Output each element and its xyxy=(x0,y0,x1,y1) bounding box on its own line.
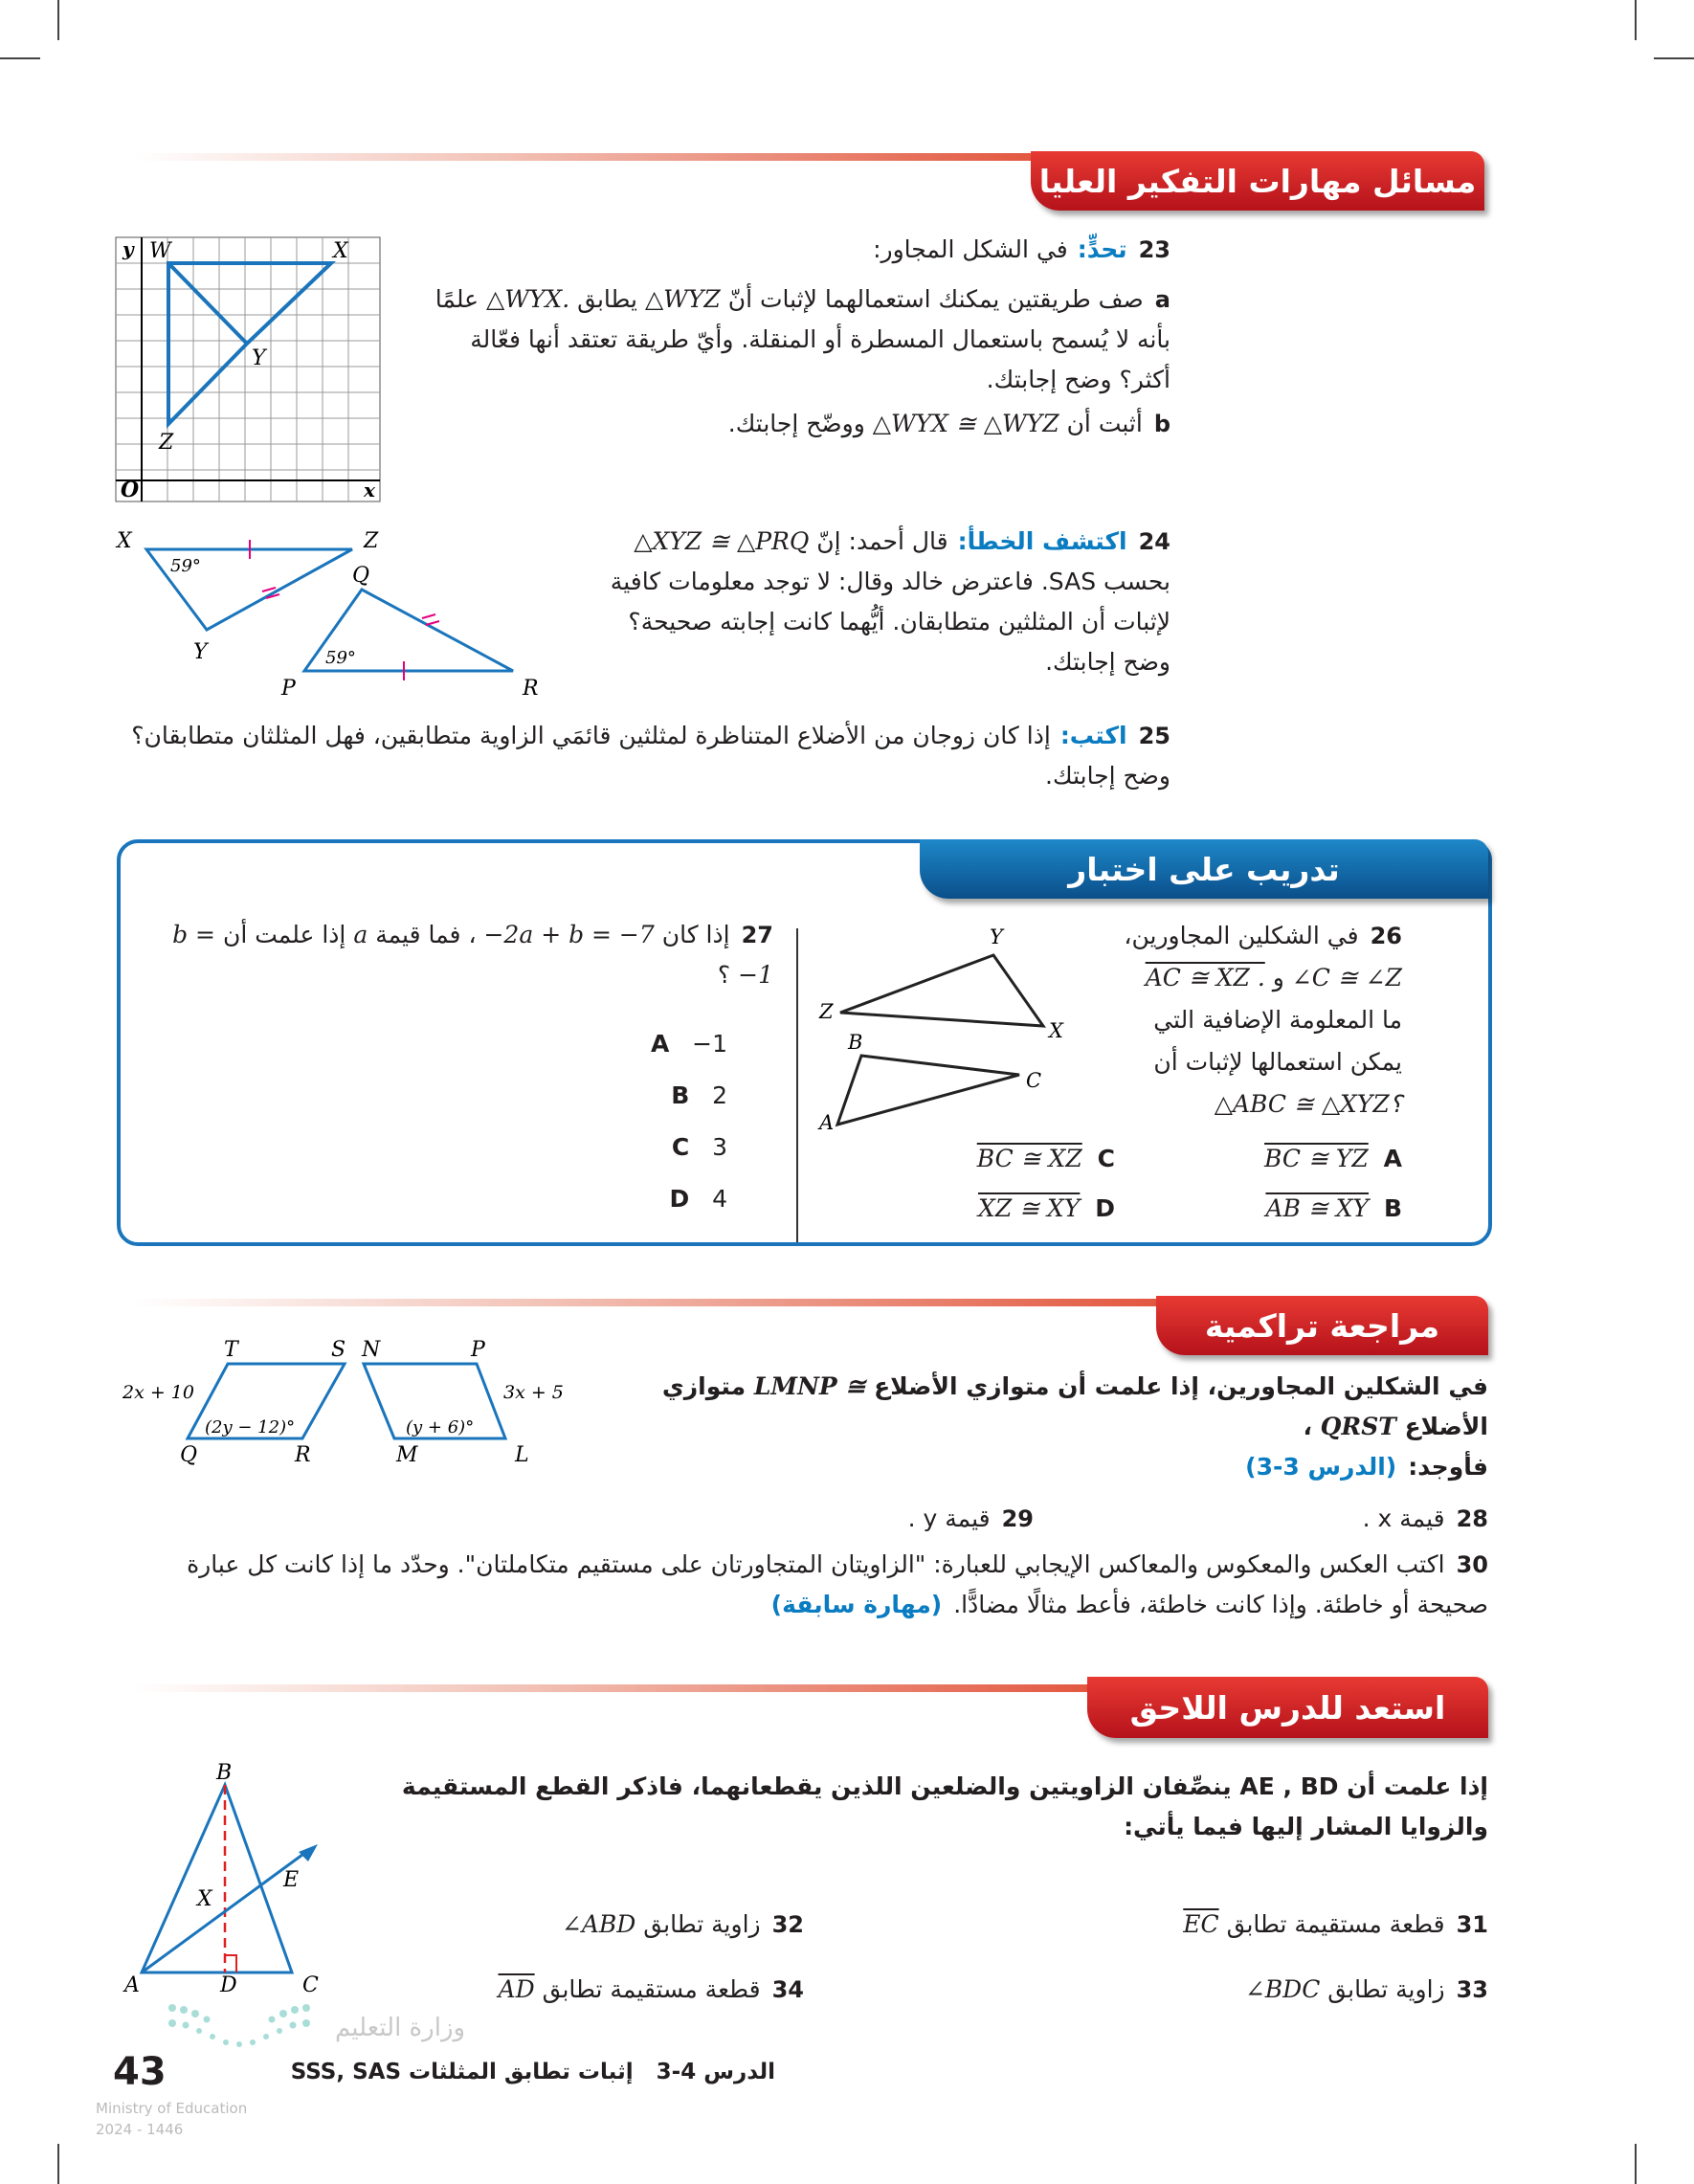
question-30 xyxy=(110,1545,1488,1625)
label-B: B xyxy=(216,1761,233,1785)
section-divider xyxy=(134,153,1053,161)
side-label: 2x + 10 xyxy=(123,1382,194,1403)
math: $\overline{AD}$ xyxy=(498,1975,535,2003)
question-keyword: اكتشف الخطأ: xyxy=(957,527,1127,555)
math: QRST xyxy=(1320,1413,1396,1440)
math: △XYZ ≅ △PRQ xyxy=(634,527,810,555)
label-D: D xyxy=(220,1973,237,1995)
question-number: 23 xyxy=(1138,236,1170,263)
question-text: وضح إجابتك. xyxy=(1045,648,1170,676)
intro-text: فأوجد: xyxy=(1408,1453,1488,1481)
option-value: 2 xyxy=(712,1081,727,1109)
lesson-number: الدرس 4-3 xyxy=(656,2060,775,2084)
part-text: ووضّح إجابتك. xyxy=(727,410,865,437)
prepare-intro xyxy=(368,1767,1488,1847)
intro-text: في الشكلين المجاورين، إذا علمت أن متوازي الأضلاع xyxy=(874,1372,1488,1400)
crop-mark xyxy=(0,57,40,59)
question-text: المثلثين متطابقان. أيُّهما كانت إجابته صحيحة؟ xyxy=(628,608,1074,635)
option-letter: C xyxy=(1097,1145,1115,1172)
label-Z: Z xyxy=(819,1000,834,1023)
part-text: أثبت أن xyxy=(1066,410,1143,437)
math: △WYX ≅ △WYZ xyxy=(872,410,1059,437)
question-34 xyxy=(499,1970,804,2010)
question-number: 29 xyxy=(1001,1505,1034,1532)
crop-mark xyxy=(1635,0,1637,40)
label-origin: O xyxy=(121,478,140,502)
part-text: صف طريقتين يمكنك استعمالهما لإثبات أنّ xyxy=(727,285,1144,313)
section-divider xyxy=(134,1684,1110,1692)
lesson-reference: (الدرس 3-3) xyxy=(1245,1453,1397,1481)
label-P: P xyxy=(281,677,296,701)
q27-option-C[interactable] xyxy=(651,1122,727,1173)
label-Q: Q xyxy=(352,564,370,588)
label-X: X xyxy=(197,1887,212,1911)
label-M: M xyxy=(396,1443,418,1467)
question-text: فاعترض خالد وقال: لا توجد معلومات كافية لإثبات أن xyxy=(610,568,1170,635)
question-text: زاوية تطابق xyxy=(1327,1975,1445,2003)
triangles-figure-26 xyxy=(814,919,1081,1134)
intro-text: ، xyxy=(1303,1413,1312,1440)
label-N: N xyxy=(362,1338,381,1362)
axis-label-y: y xyxy=(123,237,134,260)
option-value: 3 xyxy=(712,1133,727,1161)
question-text: زاوية تطابق xyxy=(643,1910,761,1938)
q26-option-D[interactable] xyxy=(978,1189,1115,1229)
question-number: 27 xyxy=(741,922,773,948)
option-value: XZ ≅ XY xyxy=(978,1194,1081,1222)
label-B: B xyxy=(848,1031,863,1054)
label-A: A xyxy=(124,1973,140,1995)
question-text: بحسب SAS. xyxy=(1040,568,1170,595)
angle-label: (y + 6)° xyxy=(406,1417,475,1437)
section-header-prepare: استعد للدرس اللاحق xyxy=(1087,1677,1488,1738)
label-X: X xyxy=(333,239,348,263)
question-number: 34 xyxy=(771,1976,804,2003)
part-text: علمًا بأنه لا يُسمح باستعمال المسطرة أو المنقلة. وأيّ طريقة تعتقد أنها xyxy=(435,285,1170,353)
label-X: X xyxy=(117,529,132,553)
question-text: قطعة مستقيمة تطابق xyxy=(542,1975,761,2003)
q26-option-C[interactable] xyxy=(977,1139,1115,1179)
triangle-bisector-figure xyxy=(115,1756,345,1995)
intro-text: فيما يأتي: xyxy=(1124,1813,1243,1840)
question-number: 28 xyxy=(1456,1505,1488,1532)
question-text: و xyxy=(1272,964,1284,992)
grid-figure xyxy=(113,234,386,507)
q27-option-B[interactable] xyxy=(651,1070,727,1122)
section-header-hots: مسائل مهارات التفكير العليا xyxy=(1031,151,1484,211)
crop-mark xyxy=(1635,2144,1637,2184)
column-divider xyxy=(796,928,798,1242)
lesson-title: إثبات تطابق المثلثات SSS, SAS xyxy=(290,2060,634,2084)
question-number: 24 xyxy=(1138,528,1170,555)
question-number: 25 xyxy=(1138,723,1170,749)
label-Q: Q xyxy=(180,1443,198,1467)
angle-label: 59° xyxy=(170,556,201,576)
ministry-name-ar: وزارة التعليم xyxy=(335,2014,466,2042)
option-letter: B xyxy=(671,1081,690,1109)
label-Z: Z xyxy=(159,431,174,455)
review-intro xyxy=(598,1367,1488,1487)
option-letter: A xyxy=(650,1030,670,1058)
question-number: 30 xyxy=(1456,1551,1488,1578)
parallelograms-figure xyxy=(123,1335,582,1479)
label-C: C xyxy=(1026,1069,1042,1092)
math: ∠C ≅ ∠Z xyxy=(1291,964,1402,992)
question-27 xyxy=(161,915,773,995)
q27-option-D[interactable] xyxy=(651,1173,727,1225)
question-number: 26 xyxy=(1370,923,1402,949)
question-text: ما المعلومة الإضافية التي xyxy=(1153,1006,1402,1034)
question-31 xyxy=(1183,1905,1488,1945)
label-X: X xyxy=(1049,1019,1063,1042)
page-number: 43 xyxy=(113,2050,167,2094)
question-text: يمكن استعمالها لإثبات أن xyxy=(1153,1048,1402,1076)
question-number: 31 xyxy=(1456,1911,1488,1938)
label-L: L xyxy=(515,1443,529,1467)
footer-lesson-title xyxy=(291,2060,775,2084)
math: b = −1 xyxy=(172,921,773,989)
q26-option-B[interactable] xyxy=(1265,1189,1402,1229)
math: AC ≅ XZ . xyxy=(1145,964,1265,992)
math: ∠BDC xyxy=(1244,1975,1321,2003)
option-value: BC ≅ YZ xyxy=(1264,1145,1369,1172)
label-R: R xyxy=(523,677,539,701)
question-text: قيمة x . xyxy=(1362,1504,1445,1532)
section-divider xyxy=(134,1299,1177,1306)
q27-option-A[interactable] xyxy=(651,1018,727,1070)
crop-mark xyxy=(1654,57,1694,59)
side-label: 3x + 5 xyxy=(503,1382,564,1403)
math: a xyxy=(353,921,368,948)
option-value: 4 xyxy=(712,1185,727,1213)
edition-year: 2024 - 1446 xyxy=(96,2121,184,2138)
option-letter: A xyxy=(1383,1145,1402,1172)
math: LMNP ≅ xyxy=(753,1372,866,1400)
option-letter: D xyxy=(669,1185,690,1213)
question-text: ، فما قيمة xyxy=(375,921,477,948)
ministry-name-en: Ministry of Education xyxy=(96,2100,248,2117)
label-C: C xyxy=(302,1973,319,1995)
question-text: في الشكل المجاور: xyxy=(873,235,1068,263)
triangles-figure-24 xyxy=(113,524,553,706)
skill-reference: (مهارة سابقة) xyxy=(770,1591,943,1618)
question-text: قطعة مستقيمة تطابق xyxy=(1226,1910,1445,1938)
q26-option-A[interactable] xyxy=(1264,1139,1402,1179)
question-number: 33 xyxy=(1456,1976,1488,2003)
section-header-review: مراجعة تراكمية xyxy=(1156,1296,1488,1355)
label-W: W xyxy=(149,239,171,263)
option-letter: D xyxy=(1095,1194,1115,1222)
question-text: إذا علمت أن xyxy=(222,921,346,948)
crop-mark xyxy=(57,2144,59,2184)
math: ∠ABD xyxy=(561,1910,636,1938)
section-header-test: تدريب على اختبار xyxy=(920,839,1488,899)
q27-options xyxy=(651,1018,727,1225)
option-letter: B xyxy=(1383,1194,1402,1222)
option-letter: C xyxy=(671,1133,690,1161)
math: △ABC ≅ △XYZ؟ xyxy=(1214,1090,1402,1118)
question-text: إذا كان زوجان من الأضلاع المتناظرة لمثلثين قائمَي الزاوية متطابقين، فهل المثلثان متطابقان؟ وضح xyxy=(131,722,1170,790)
question-keyword: اكتب: xyxy=(1059,722,1127,749)
label-T: T xyxy=(224,1338,238,1362)
question-keyword: تحدٍّ: xyxy=(1077,235,1127,263)
option-value: BC ≅ XZ xyxy=(976,1145,1082,1172)
question-25 xyxy=(127,716,1170,796)
label-Y: Y xyxy=(990,925,1003,948)
part-label: b xyxy=(1153,411,1170,437)
axis-label-x: x xyxy=(364,479,375,501)
question-text: أو خاطئة. وإذا كانت خاطئة، فأعط مثالًا مضادًّا. xyxy=(953,1591,1410,1618)
question-text: إجابتك. xyxy=(1045,762,1116,790)
question-text: اكتب العكس والمعكوس والمعاكس الإيجابي للعبارة: "الزاويتان المتجاورتان على مستقيم متكاملتان". وحدّد ما إذا كانت كل عبارة صحيحة xyxy=(187,1550,1488,1618)
math: △WYZ xyxy=(644,285,721,313)
math: △WYX. xyxy=(485,285,570,313)
question-text: ؟ xyxy=(717,961,731,989)
question-text: قال أحمد: إنّ xyxy=(816,527,948,555)
math: $\overline{EC}$ xyxy=(1183,1910,1219,1938)
intro-text: متوازي الأضلاع xyxy=(661,1372,1488,1440)
option-value: AB ≅ XY xyxy=(1265,1194,1370,1222)
crop-mark xyxy=(57,0,59,40)
angle-label: 59° xyxy=(325,648,356,668)
math: −2a + b = −7 xyxy=(483,921,655,948)
question-32 xyxy=(562,1905,804,1945)
question-26 xyxy=(1124,915,1402,1125)
part-label: a xyxy=(1154,286,1170,313)
label-Z: Z xyxy=(364,529,379,553)
question-text: في الشكلين المجاورين، xyxy=(1124,922,1359,949)
label-R: R xyxy=(295,1443,311,1467)
question-number: 32 xyxy=(771,1911,804,1938)
label-A: A xyxy=(819,1111,835,1134)
question-33 xyxy=(1245,1970,1488,2010)
label-Y: Y xyxy=(252,346,266,370)
question-29 xyxy=(908,1499,1034,1539)
question-24 xyxy=(577,522,1170,682)
intro-text: إذا علمت أن AE , BD ينصِّفان الزاويتين والضلعين اللذين يقطعانهما، فاذكر القطع المستقيمة والزوايا المشار إليها xyxy=(401,1772,1488,1840)
label-S: S xyxy=(331,1338,346,1362)
option-value: −1 xyxy=(692,1030,727,1058)
label-E: E xyxy=(283,1868,300,1892)
ministry-logo-icon xyxy=(163,2000,316,2048)
part-text: فعّالة أكثر؟ وضح إجابتك. xyxy=(470,325,1170,393)
label-P: P xyxy=(471,1338,485,1362)
question-28 xyxy=(1363,1499,1488,1539)
question-text: قيمة y . xyxy=(907,1504,991,1532)
question-text: إذا كان xyxy=(661,921,730,948)
angle-label: (2y − 12)° xyxy=(205,1417,296,1437)
question-23 xyxy=(414,230,1170,444)
part-text: يطابق xyxy=(577,285,637,313)
label-Y: Y xyxy=(193,640,208,664)
